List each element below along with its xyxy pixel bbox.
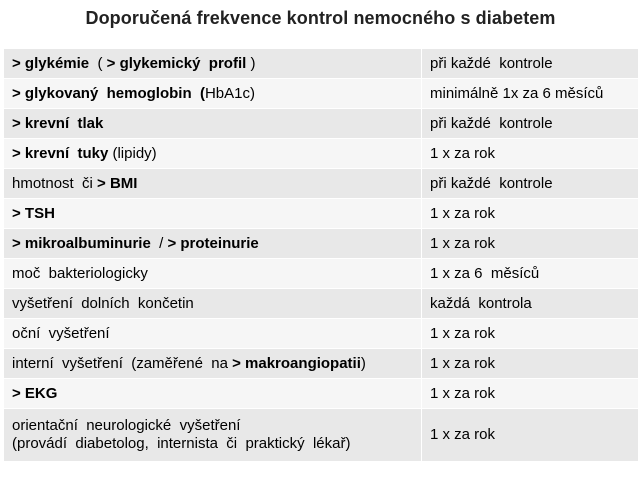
table-row (4, 349, 639, 379)
frequency-text: každá kontrola (430, 294, 532, 312)
frequency-text: 1 x za rok (430, 234, 496, 252)
parameter-highlight: > proteinurie (167, 234, 259, 252)
parameter-highlight: > EKG (12, 384, 58, 402)
control-frequency-table (3, 48, 639, 462)
parameter-highlight: > glykémie (12, 54, 90, 72)
parameter-cell (4, 379, 422, 409)
frequency-cell (422, 109, 639, 139)
parameter-text: oční vyšetření (12, 324, 110, 342)
frequency-cell (422, 229, 639, 259)
parameter-cell (4, 109, 422, 139)
table-row (4, 139, 639, 169)
frequency-cell (422, 259, 639, 289)
table-row (4, 169, 639, 199)
parameter-text: moč bakteriologicky (12, 264, 148, 282)
parameter-cell (4, 409, 422, 462)
frequency-text: 1 x za rok (430, 144, 496, 162)
parameter-text: ( (89, 54, 107, 72)
table-row (4, 229, 639, 259)
parameter-cell (4, 289, 422, 319)
table-row (4, 199, 639, 229)
frequency-text: 1 x za rok (430, 354, 496, 372)
frequency-cell (422, 49, 639, 79)
table-row (4, 49, 639, 79)
frequency-text: při každé kontrole (430, 114, 553, 132)
table-row (4, 259, 639, 289)
parameter-cell (4, 49, 422, 79)
frequency-text: při každé kontrole (430, 174, 553, 192)
parameter-text: vyšetření dolních končetin (12, 294, 194, 312)
parameter-highlight: > mikroalbuminurie (12, 234, 151, 252)
frequency-text: při každé kontrole (430, 54, 553, 72)
frequency-cell (422, 169, 639, 199)
parameter-text: ) (360, 354, 366, 372)
table-row (4, 409, 639, 462)
table-row (4, 79, 639, 109)
parameter-highlight: > krevní tlak (12, 114, 104, 132)
parameter-text: ) (246, 54, 256, 72)
parameter-text: (provádí diabetolog, internista či praktický lékař) (12, 435, 351, 452)
parameter-cell (4, 79, 422, 109)
parameter-cell (4, 139, 422, 169)
table-body (4, 49, 639, 462)
parameter-text: HbA1c) (204, 84, 255, 102)
frequency-text: minimálně 1x za 6 měsíců (430, 84, 604, 102)
table-row (4, 289, 639, 319)
parameter-text: / (150, 234, 168, 252)
parameter-highlight: > glykovaný hemoglobin ( (12, 84, 205, 102)
frequency-text: 1 x za 6 měsíců (430, 264, 540, 282)
frequency-cell (422, 319, 639, 349)
frequency-cell (422, 379, 639, 409)
parameter-highlight: > makroangiopatii (232, 354, 361, 372)
frequency-text: 1 x za rok (430, 204, 496, 222)
parameter-text: hmotnost či (12, 174, 98, 192)
frequency-text: 1 x za rok (430, 324, 496, 342)
parameter-highlight: > TSH (12, 204, 55, 222)
parameter-cell (4, 229, 422, 259)
parameter-highlight: > glykemický profil (106, 54, 247, 72)
frequency-text: 1 x za rok (430, 426, 496, 443)
parameter-highlight: > krevní tuky (12, 144, 109, 162)
parameter-text: (lipidy) (108, 144, 157, 162)
frequency-cell (422, 409, 639, 462)
frequency-cell (422, 349, 639, 379)
frequency-cell (422, 199, 639, 229)
parameter-text: interní vyšetření (zaměřené na (12, 354, 233, 372)
parameter-cell (4, 169, 422, 199)
frequency-cell (422, 79, 639, 109)
parameter-highlight: > BMI (97, 174, 138, 192)
parameter-text: orientační neurologické vyšetření (12, 417, 241, 434)
page-title: Doporučená frekvence kontrol nemocného s diabetem (85, 8, 556, 28)
table-row (4, 319, 639, 349)
table-row (4, 109, 639, 139)
parameter-cell (4, 199, 422, 229)
parameter-cell (4, 349, 422, 379)
frequency-cell (422, 289, 639, 319)
parameter-cell (4, 259, 422, 289)
table-row (4, 379, 639, 409)
parameter-cell (4, 319, 422, 349)
frequency-text: 1 x za rok (430, 384, 496, 402)
frequency-cell (422, 139, 639, 169)
